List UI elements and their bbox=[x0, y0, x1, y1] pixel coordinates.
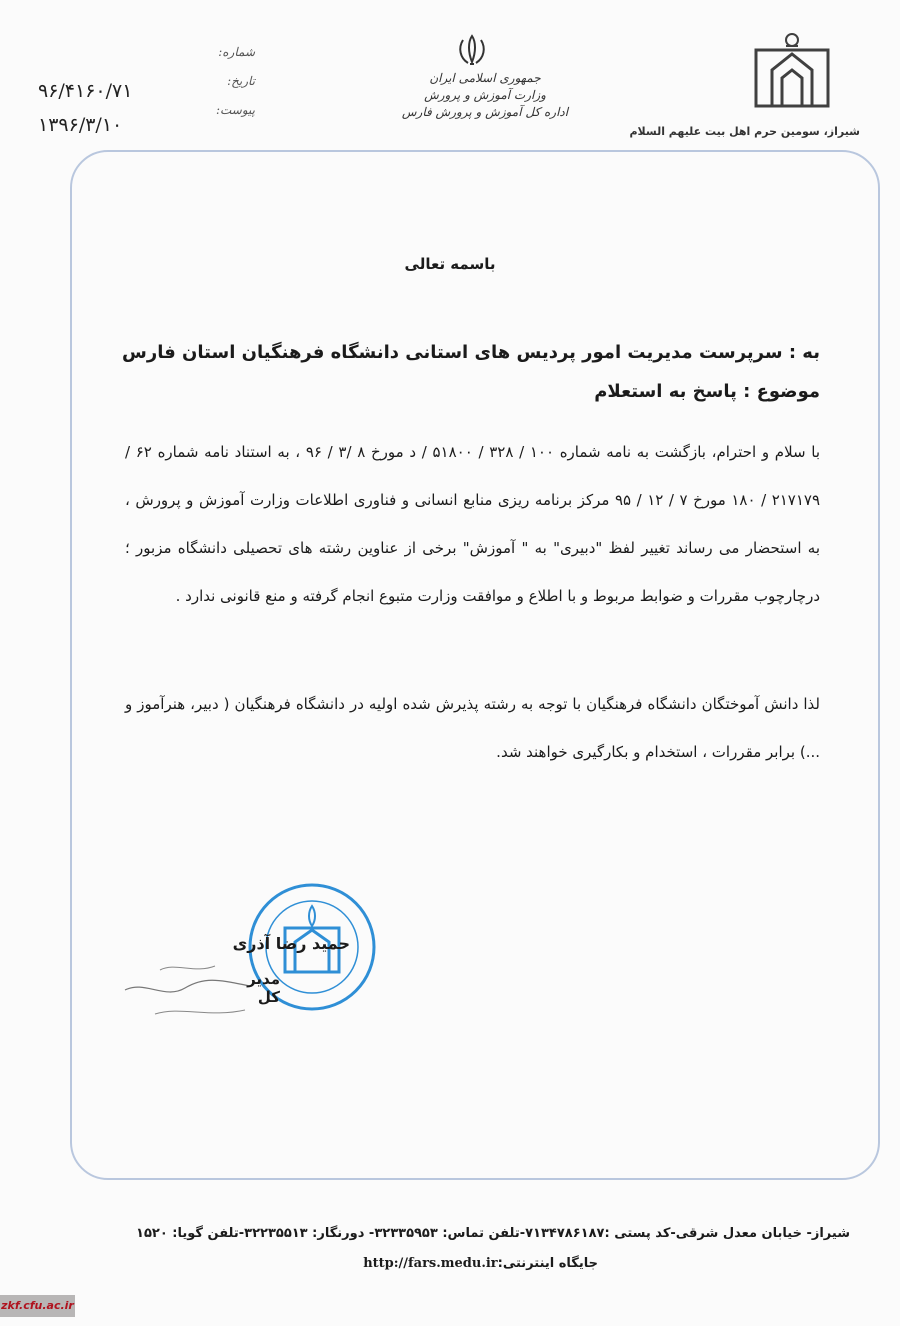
logo-caption: شیراز، سومین حرم اهل بیت علیهم السلام bbox=[629, 125, 860, 138]
ministry-heading bbox=[370, 70, 600, 121]
bismillah: باسمه تعالی bbox=[404, 255, 496, 273]
footer-website bbox=[298, 1256, 598, 1271]
website-link[interactable]: http://fars.medu.ir bbox=[363, 1256, 498, 1271]
letter-date: ۱۳۹۶/۳/۱۰ bbox=[38, 114, 123, 136]
watermark-badge: zkf.cfu.ac.ir bbox=[0, 1295, 75, 1317]
fars-education-logo-icon bbox=[752, 30, 832, 110]
date-label: تاریخ: bbox=[227, 74, 255, 88]
body-paragraph-2: لذا دانش آموختگان دانشگاه فرهنگیان با توجه به رشته پذیرش شده اولیه در دانشگاه فرهنگیان ( دبیر، هنرآموز و ...) برابر مقررات ، استخدام و بکارگیری خواهند شد. bbox=[125, 695, 820, 761]
attachment-label: پیوست: bbox=[215, 103, 255, 117]
body-paragraph-1: با سلام و احترام، بازگشت به نامه شماره ۱۰۰ / ۳۲۸ / ۵۱۸۰۰ / د مورخ ۸ /۳ / ۹۶ ، به استناد نامه شماره ۶۲ / ۲۱۷۱۷۹ / ۱۸۰ مورخ ۷ / ۱۲ / ۹۵ مرکز برنامه ریزی منابع انسانی و فناوری اطلاعات وزارت آموزش و پرورش ، به استحضار می رساند تغییر لفظ "دبیری" به " آموزش" برخی از عناوین رشته های تحصیلی دانشگاه مزبور ؛ درچارچوب مقررات و ضوابط مربوط و با اطلاع و موافقت وزارت متبوع انجام گرفته و منع قانونی ندارد . bbox=[125, 443, 821, 605]
ministry-line-2: وزارت آموزش و پرورش bbox=[424, 88, 546, 102]
footer-address: شیراز- خیابان معدل شرقی-کد پستی :۷۱۳۴۷۸۶۱۸۷-تلفن تماس: ۳۲۳۳۵۹۵۳- دورنگار: ۳۲۲۳۵۵۱۳-تلفن گویا: ۱۵۲۰ bbox=[136, 1226, 850, 1241]
signatory-name: حمید رضا آذری bbox=[232, 934, 350, 953]
number-label: شماره: bbox=[218, 45, 255, 59]
ministry-line-1: جمهوری اسلامی ایران bbox=[429, 71, 541, 85]
ministry-line-3: اداره کل آموزش و پرورش فارس bbox=[401, 105, 569, 119]
letter-number: ۹۶/۴۱۶۰/۷۱ bbox=[38, 80, 133, 102]
meta-labels bbox=[200, 45, 255, 132]
subject-line: موضوع : پاسخ به استعلام bbox=[594, 381, 820, 402]
signatory-title: مدیر کل bbox=[247, 970, 280, 1006]
website-label: جایگاه اینترنتی: bbox=[497, 1256, 598, 1271]
iran-emblem-icon bbox=[454, 32, 490, 68]
meta-values bbox=[38, 80, 178, 148]
recipient-line: به : سرپرست مدیریت امور پردیس های استانی دانشگاه فرهنگیان استان فارس bbox=[122, 342, 820, 363]
